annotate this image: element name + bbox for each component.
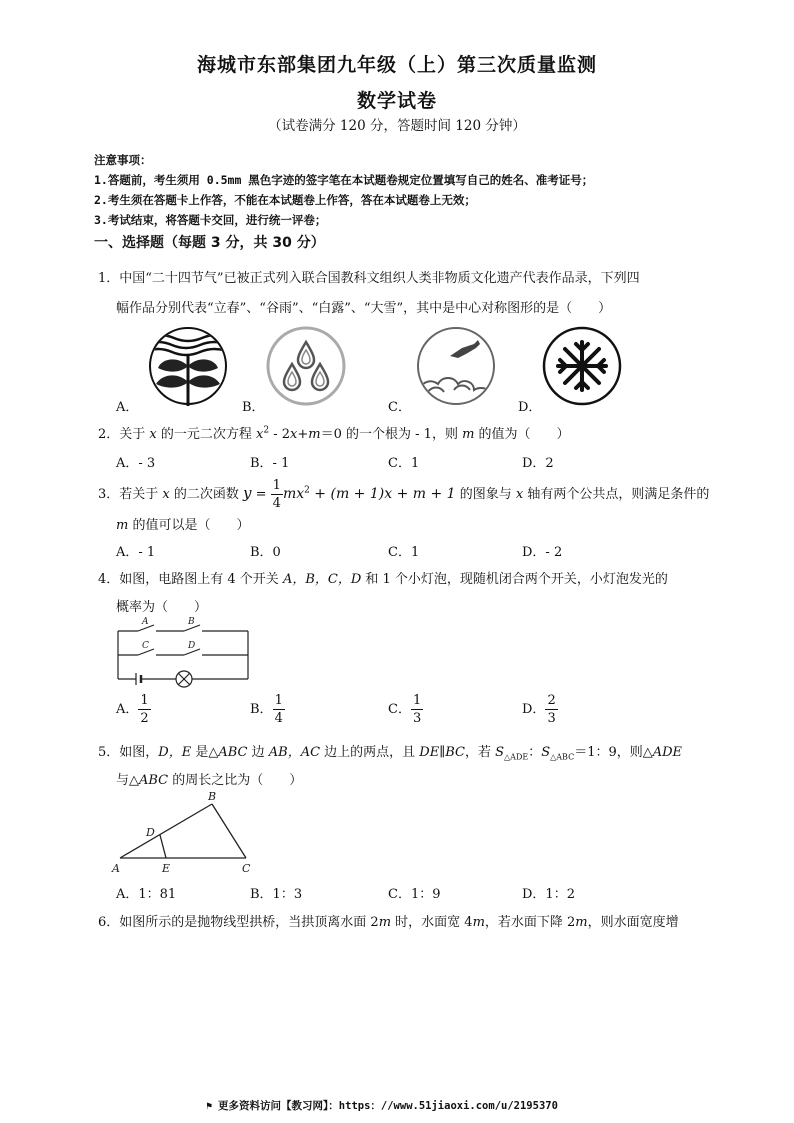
q1-option-a: A． <box>116 400 139 415</box>
q3-option-a: A．- 1 <box>116 545 156 560</box>
q4-option-d: D． $\frac{2}{3}$ <box>522 693 556 726</box>
section-title: 一、选择题（每题 3 分，共 30 分） <box>94 235 325 251</box>
q5-option-c: C．1：9 <box>388 887 441 902</box>
notes-heading: 注意事项： <box>94 153 152 167</box>
q5-option-a: A．1：81 <box>116 887 177 902</box>
q3-fraction: $\frac{1}{4}$ <box>272 478 281 511</box>
q5-option-d: D．1：2 <box>522 887 575 902</box>
exam-subtitle: （试卷满分 120 分，答题时间 120 分钟） <box>268 118 526 134</box>
q4-text-line2: 概率为（ ） <box>116 600 208 615</box>
q4-option-a: A． $\frac{1}{2}$ <box>116 693 149 726</box>
vertex-label-d: D <box>146 826 155 839</box>
q3-option-b: B．0 <box>250 545 281 560</box>
bailu-icon <box>414 326 498 406</box>
q6-text: 6．如图所示的是抛物线型拱桥，当拱顶离水面 2m 时，水面宽 4m，若水面下降 2m，则水面宽度增 <box>98 915 679 930</box>
q2-option-c: C．1 <box>388 456 420 471</box>
q3-option-c: C．1 <box>388 545 420 560</box>
q1-text-line1: 1．中国“二十四节气”已被正式列入联合国教科文组织人类非物质文化遗产代表作品录，下列四 <box>98 271 640 286</box>
q2-option-a: A．- 3 <box>116 456 156 471</box>
vertex-label-c: C <box>242 862 251 875</box>
q5-text-line2: 与△ABC 的周长之比为（ ） <box>116 773 303 788</box>
q4-option-c: C． $\frac{1}{3}$ <box>388 693 422 726</box>
q1-option-b: B． <box>242 400 265 415</box>
note-item-1: 1.答题前，考生须用 0.5mm 黑色字迹的签字笔在本试题卷规定位置填写自己的姓名、准考证号； <box>94 173 594 187</box>
q4-option-b: B． $\frac{1}{4}$ <box>250 693 283 726</box>
exam-title: 海城市东部集团九年级（上）第三次质量监测 <box>196 54 597 76</box>
note-item-2: 2.考生须在答题卡上作答，不能在本试题卷上作答，答在本试题卷上无效； <box>94 193 476 207</box>
flag-icon: ⚑ <box>206 1101 219 1112</box>
q1-option-c: C． <box>388 400 411 415</box>
daxue-icon <box>540 326 624 406</box>
q2-option-b: B．- 1 <box>250 456 290 471</box>
vertex-label-e: E <box>162 862 171 875</box>
switch-label-b: B <box>188 617 195 627</box>
exam-subject-title: 数学试卷 <box>356 90 437 112</box>
lichun-icon <box>140 326 236 406</box>
triangle-diagram <box>112 790 262 880</box>
q3-option-d: D．- 2 <box>522 545 563 560</box>
q2-option-d: D．2 <box>522 456 554 471</box>
footer-link[interactable]: ⚑ 更多资料访问【教习网】：https：//www.51jiaoxi.com/u/2195370 <box>206 1100 558 1112</box>
q1-option-d: D． <box>518 400 542 415</box>
q3-text-line2: m 的值可以是（ ） <box>116 518 250 533</box>
vertex-label-a: A <box>112 862 120 875</box>
q4-text-line1: 4．如图，电路图上有 4 个开关 A，B，C，D 和 1 个小灯泡，现随机闭合两个开关，小灯泡发光的 <box>98 572 668 587</box>
switch-label-c: C <box>142 641 149 651</box>
q3-text-line1: 3．若关于 x 的二次函数 y = $\frac{1}{4}$ $mx^2 + (m + 1)x + m + 1$ 的图象与 x 轴有两个公共点，则满足条件的 <box>98 478 710 511</box>
q5-text-line1: 5．如图，D，E 是△ABC 边 AB，AC 边上的两点，且 DE∥BC，若 $S_{\triangle ADE}$：$S_{\triangle ABC}=1$：9，则△ADE <box>98 745 683 762</box>
q5-option-b: B．1：3 <box>250 887 303 902</box>
vertex-label-b: B <box>208 790 217 803</box>
switch-label-d: D <box>188 641 196 651</box>
guyu-icon <box>264 326 348 406</box>
q1-text-line2: 幅作品分别代表“立春”、“谷雨”、“白露”、“大雪”，其中是中心对称图形的是（ ） <box>116 301 612 316</box>
circuit-diagram <box>114 617 254 689</box>
q2-text: 2．关于 x 的一元二次方程 $x^2 - 2x+m=0$ 的一个根为 - 1，则 m 的值为（ ） <box>98 425 570 442</box>
switch-label-a: A <box>142 617 149 627</box>
note-item-3: 3.考试结束，将答题卡交回，进行统一评卷； <box>94 213 327 227</box>
